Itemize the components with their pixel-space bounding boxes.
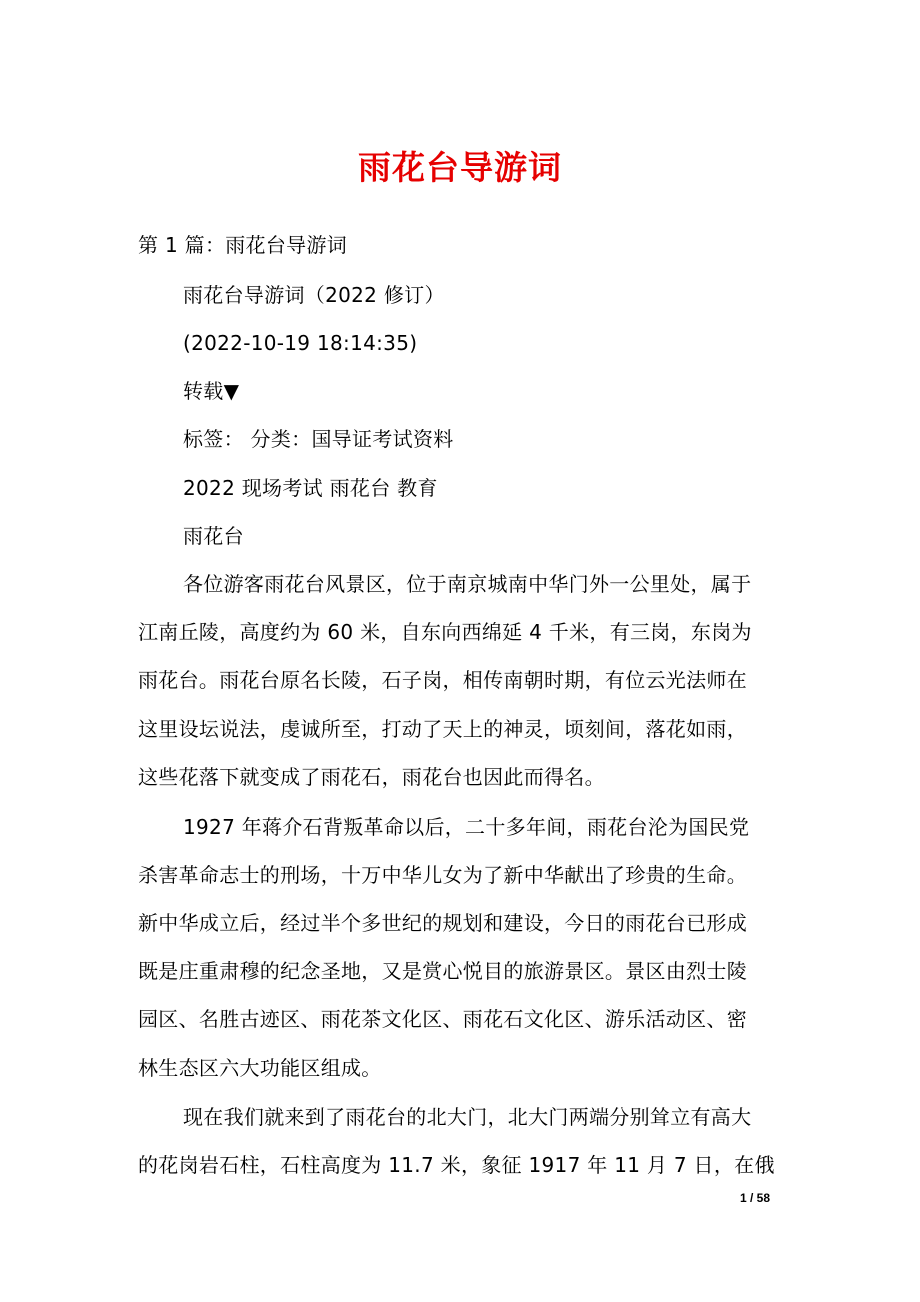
paragraph-line: 林生态区六大功能区组成。 <box>138 1056 382 1080</box>
paragraph-line: 这里设坛说法，虔诚所至，打动了天上的神灵，顷刻间，落花如雨， <box>138 717 747 741</box>
paragraph-line: 园区、名胜古迹区、雨花茶文化区、雨花石文化区、游乐活动区、密 <box>138 1007 747 1031</box>
tags-list: 2022 现场考试 雨花台 教育 <box>183 476 438 500</box>
paragraph-line: 现在我们就来到了雨花台的北大门，北大门两端分别耸立有高大 <box>183 1105 752 1129</box>
paragraph-line: 既是庄重肃穆的纪念圣地，又是赏心悦目的旅游景区。景区由烈士陵 <box>138 959 747 983</box>
paragraph-line: 雨花台。雨花台原名长陵，石子岗，相传南朝时期，有位云光法师在 <box>138 668 747 692</box>
section-heading: 第 1 篇：雨花台导游词 <box>138 233 348 257</box>
paragraph-line: 杀害革命志士的刑场，十万中华儿女为了新中华献出了珍贵的生命。 <box>138 863 747 887</box>
page-number: 1 / 58 <box>740 1191 771 1205</box>
paragraph-line: 的花岗岩石柱，石柱高度为 11.7 米，象征 1917 年 11 月 7 日，在俄 <box>138 1153 775 1177</box>
paragraph-line: 各位游客雨花台风景区，位于南京城南中华门外一公里处，属于 <box>183 572 752 596</box>
paragraph-line: 这些花落下就变成了雨花石，雨花台也因此而得名。 <box>138 765 605 789</box>
paragraph-line: 江南丘陵，高度约为 60 米，自东向西绵延 4 千米，有三岗，东岗为 <box>138 620 752 644</box>
repost-label: 转载▼ <box>183 379 240 403</box>
tags-category-line: 标签： 分类：国导证考试资料 <box>183 427 454 451</box>
article-timestamp: (2022-10-19 18:14:35) <box>183 331 418 355</box>
paragraph-line: 1927 年蒋介石背叛革命以后，二十多年间，雨花台沦为国民党 <box>183 815 750 839</box>
subheading: 雨花台 <box>183 524 244 548</box>
paragraph-line: 新中华成立后，经过半个多世纪的规划和建设，今日的雨花台已形成 <box>138 911 747 935</box>
article-title: 雨花台导游词（2022 修订） <box>183 283 445 307</box>
document-title: 雨花台导游词 <box>358 148 562 187</box>
